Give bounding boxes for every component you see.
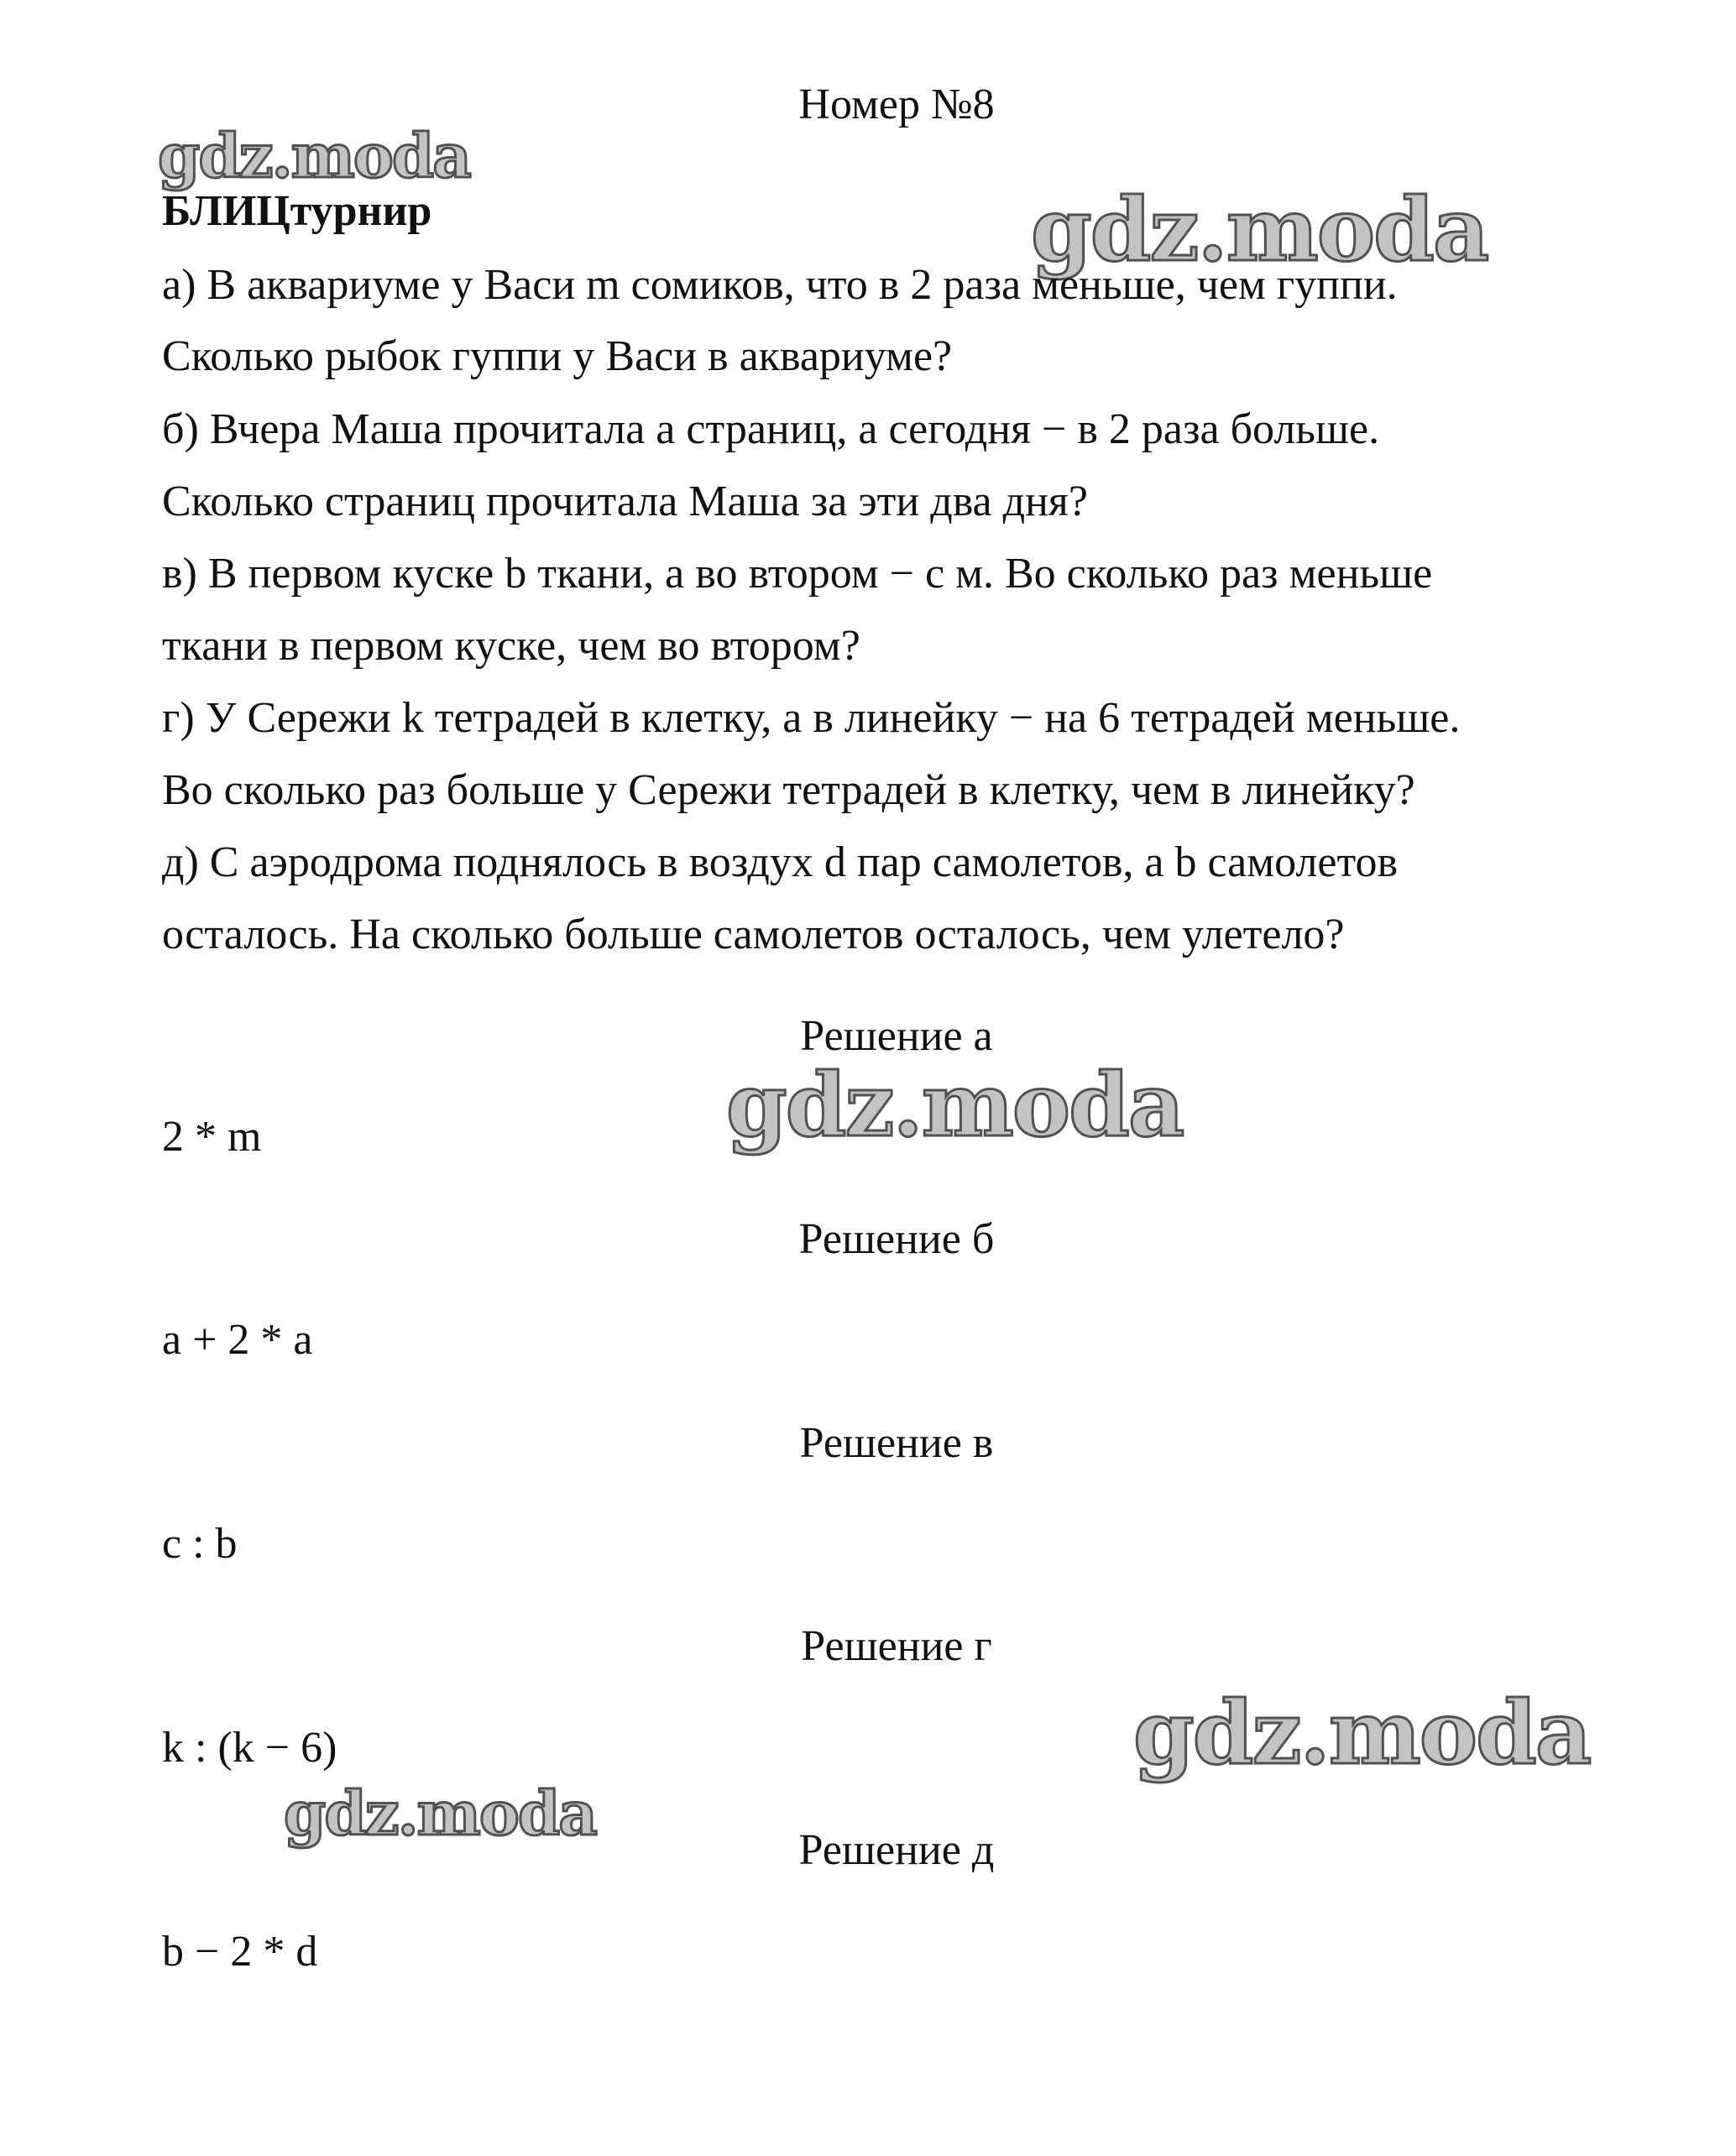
problem-line: Сколько страниц прочитала Маша за эти два дня? bbox=[162, 478, 1088, 525]
solution-heading: Решение б bbox=[798, 1215, 995, 1263]
solution-heading: Решение г bbox=[801, 1622, 992, 1670]
solution-answer: c : b bbox=[162, 1520, 238, 1568]
section-heading: БЛИЦтурнир bbox=[162, 187, 432, 235]
page-title: Номер №8 bbox=[798, 81, 995, 128]
solution-heading: Решение в bbox=[799, 1419, 994, 1467]
problem-line: д) С аэродрома поднялось в воздух d пар самолетов, а b самолетов bbox=[162, 838, 1399, 886]
solution-answer: a + 2 * a bbox=[162, 1316, 313, 1364]
solution-answer: b − 2 * d bbox=[162, 1928, 318, 1976]
watermark-logo: gdz.moda bbox=[284, 1778, 596, 1849]
problem-line: Сколько рыбок гуппи у Васи в аквариуме? bbox=[162, 332, 953, 380]
problem-line: осталось. На сколько больше самолетов осталось, чем улетело? bbox=[162, 911, 1345, 958]
watermark-logo: gdz.moda bbox=[1133, 1681, 1591, 1784]
problem-line: в) В первом куске b ткани, а во втором − c м. Во сколько раз меньше bbox=[162, 550, 1433, 598]
watermark-logo: gdz.moda bbox=[1031, 178, 1488, 281]
solution-heading: Решение д bbox=[798, 1826, 995, 1874]
problem-line: ткани в первом куске, чем во втором? bbox=[162, 622, 860, 670]
problem-line: а) В аквариуме у Васи m сомиков, что в 2 раза меньше, чем гуппи. bbox=[162, 261, 1398, 309]
problem-line: Во сколько раз больше у Сережи тетрадей в клетку, чем в линейку? bbox=[162, 766, 1415, 814]
watermark-logo: gdz.moda bbox=[726, 1053, 1184, 1156]
problem-line: г) У Сережи k тетрадей в клетку, а в линейку − на 6 тетрадей меньше. bbox=[162, 694, 1461, 742]
problem-line: б) Вчера Маша прочитала a страниц, а сегодня − в 2 раза больше. bbox=[162, 405, 1380, 453]
solution-heading: Решение а bbox=[800, 1012, 993, 1060]
watermark-logo: gdz.moda bbox=[158, 120, 470, 191]
solution-answer: 2 * m bbox=[162, 1113, 262, 1161]
solution-answer: k : (k − 6) bbox=[162, 1724, 337, 1772]
